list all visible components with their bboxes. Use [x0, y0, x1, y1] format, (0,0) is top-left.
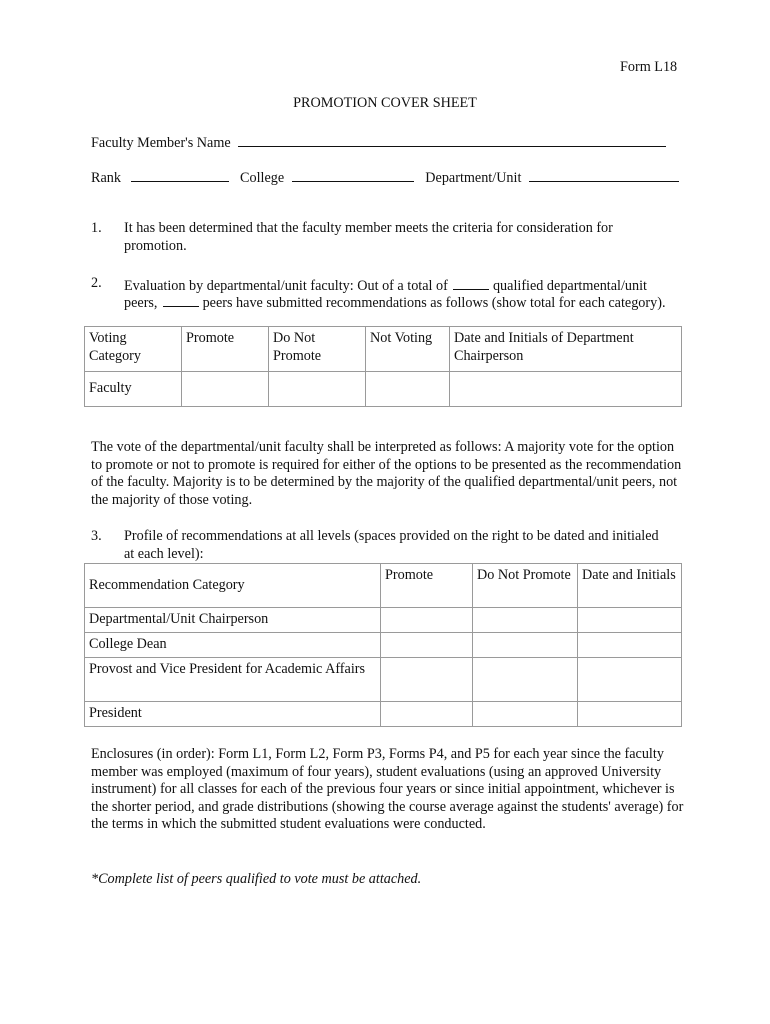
table-row	[85, 633, 682, 658]
header-voting-category: Voting Category	[85, 327, 182, 372]
faculty-date-initials-cell[interactable]	[450, 372, 682, 407]
chairperson-promote-cell[interactable]	[381, 608, 473, 633]
faculty-name-row	[91, 132, 666, 153]
dean-date-initials-cell[interactable]	[578, 633, 682, 658]
row-label-president: President	[85, 702, 381, 727]
faculty-do-not-promote-cell[interactable]	[269, 372, 366, 407]
item3-text: Profile of recommendations at all levels (spaces provided on the right to be dated and initialed at each level):	[124, 528, 659, 562]
item2-line2	[124, 292, 666, 313]
faculty-name-label: Faculty Member's Name	[91, 135, 231, 151]
provost-promote-cell[interactable]	[381, 658, 473, 702]
provost-date-initials-cell[interactable]	[578, 658, 682, 702]
table-row	[85, 702, 682, 727]
header-do-not-promote: Do Not Promote	[269, 327, 366, 372]
faculty-not-voting-cell[interactable]	[366, 372, 450, 407]
rank-label: Rank	[91, 170, 121, 186]
form-id: Form L18	[620, 59, 678, 75]
item2-line2-part2: peers have submitted recommendations as follows (show total for each category).	[202, 295, 666, 311]
row-label-faculty: Faculty	[85, 372, 182, 407]
item2-line1-part1: Evaluation by departmental/unit faculty: Out of a total of	[124, 278, 448, 294]
item2-number: 2.	[91, 275, 102, 291]
header-profile-date-initials: Date and Initials	[578, 564, 682, 608]
item3-number: 3.	[91, 528, 102, 544]
dean-promote-cell[interactable]	[381, 633, 473, 658]
item2-line2-part1: peers,	[124, 295, 158, 311]
row-label-provost: Provost and Vice President for Academic Affairs	[85, 658, 381, 702]
header-profile-do-not-promote: Do Not Promote	[473, 564, 578, 608]
department-label: Department/Unit	[425, 170, 522, 186]
interpretation-paragraph: The vote of the departmental/unit faculty shall be interpreted as follows: A majority vote for the option to promote or not to promote is required for either of the options to be presented as the recommendation of the faculty. Majority is to be determined by the majority of the qualified departmental/unit peers, not the majority of those voting.	[91, 439, 682, 508]
voting-table-header	[85, 327, 682, 372]
department-field[interactable]	[529, 167, 679, 182]
president-promote-cell[interactable]	[381, 702, 473, 727]
header-not-voting: Not Voting	[366, 327, 450, 372]
profile-table	[84, 563, 682, 727]
rank-college-row	[91, 167, 679, 188]
chairperson-do-not-promote-cell[interactable]	[473, 608, 578, 633]
header-date-initials-chair: Date and Initials of Department Chairperson	[450, 327, 682, 372]
president-do-not-promote-cell[interactable]	[473, 702, 578, 727]
rank-field[interactable]	[131, 167, 229, 182]
faculty-name-field[interactable]	[238, 132, 666, 147]
dean-do-not-promote-cell[interactable]	[473, 633, 578, 658]
footnote: *Complete list of peers qualified to vote must be attached.	[91, 871, 422, 887]
table-row	[85, 608, 682, 633]
row-label-chairperson: Departmental/Unit Chairperson	[85, 608, 381, 633]
voting-table	[84, 326, 682, 407]
chairperson-date-initials-cell[interactable]	[578, 608, 682, 633]
item1-number: 1.	[91, 220, 102, 236]
enclosures-paragraph: Enclosures (in order): Form L1, Form L2, Form P3, Forms P4, and P5 for each year since the faculty member was employed (maximum of four years), student evaluations (using an approved University instrument) for all classes for each of the previous four years or since initial appointment, whichever is the shorter period, and grade distributions (showing the course average against the students' average) for the terms in which the submitted student evaluations were conducted.	[91, 746, 684, 832]
table-row	[85, 658, 682, 702]
item1-text: It has been determined that the faculty member meets the criteria for consideration for promotion.	[124, 220, 613, 254]
item2-line1-part2: qualified departmental/unit	[492, 278, 647, 294]
provost-do-not-promote-cell[interactable]	[473, 658, 578, 702]
page-title: PROMOTION COVER SHEET	[293, 95, 477, 111]
header-promote: Promote	[182, 327, 269, 372]
profile-table-header	[85, 564, 682, 608]
college-field[interactable]	[292, 167, 414, 182]
row-label-dean: College Dean	[85, 633, 381, 658]
table-row	[85, 372, 682, 407]
header-recommendation-category: Recommendation Category	[85, 564, 381, 608]
college-label: College	[240, 170, 285, 186]
total-peers-field[interactable]	[453, 275, 489, 290]
faculty-promote-cell[interactable]	[182, 372, 269, 407]
header-profile-promote: Promote	[381, 564, 473, 608]
submitted-peers-field[interactable]	[163, 292, 199, 307]
president-date-initials-cell[interactable]	[578, 702, 682, 727]
